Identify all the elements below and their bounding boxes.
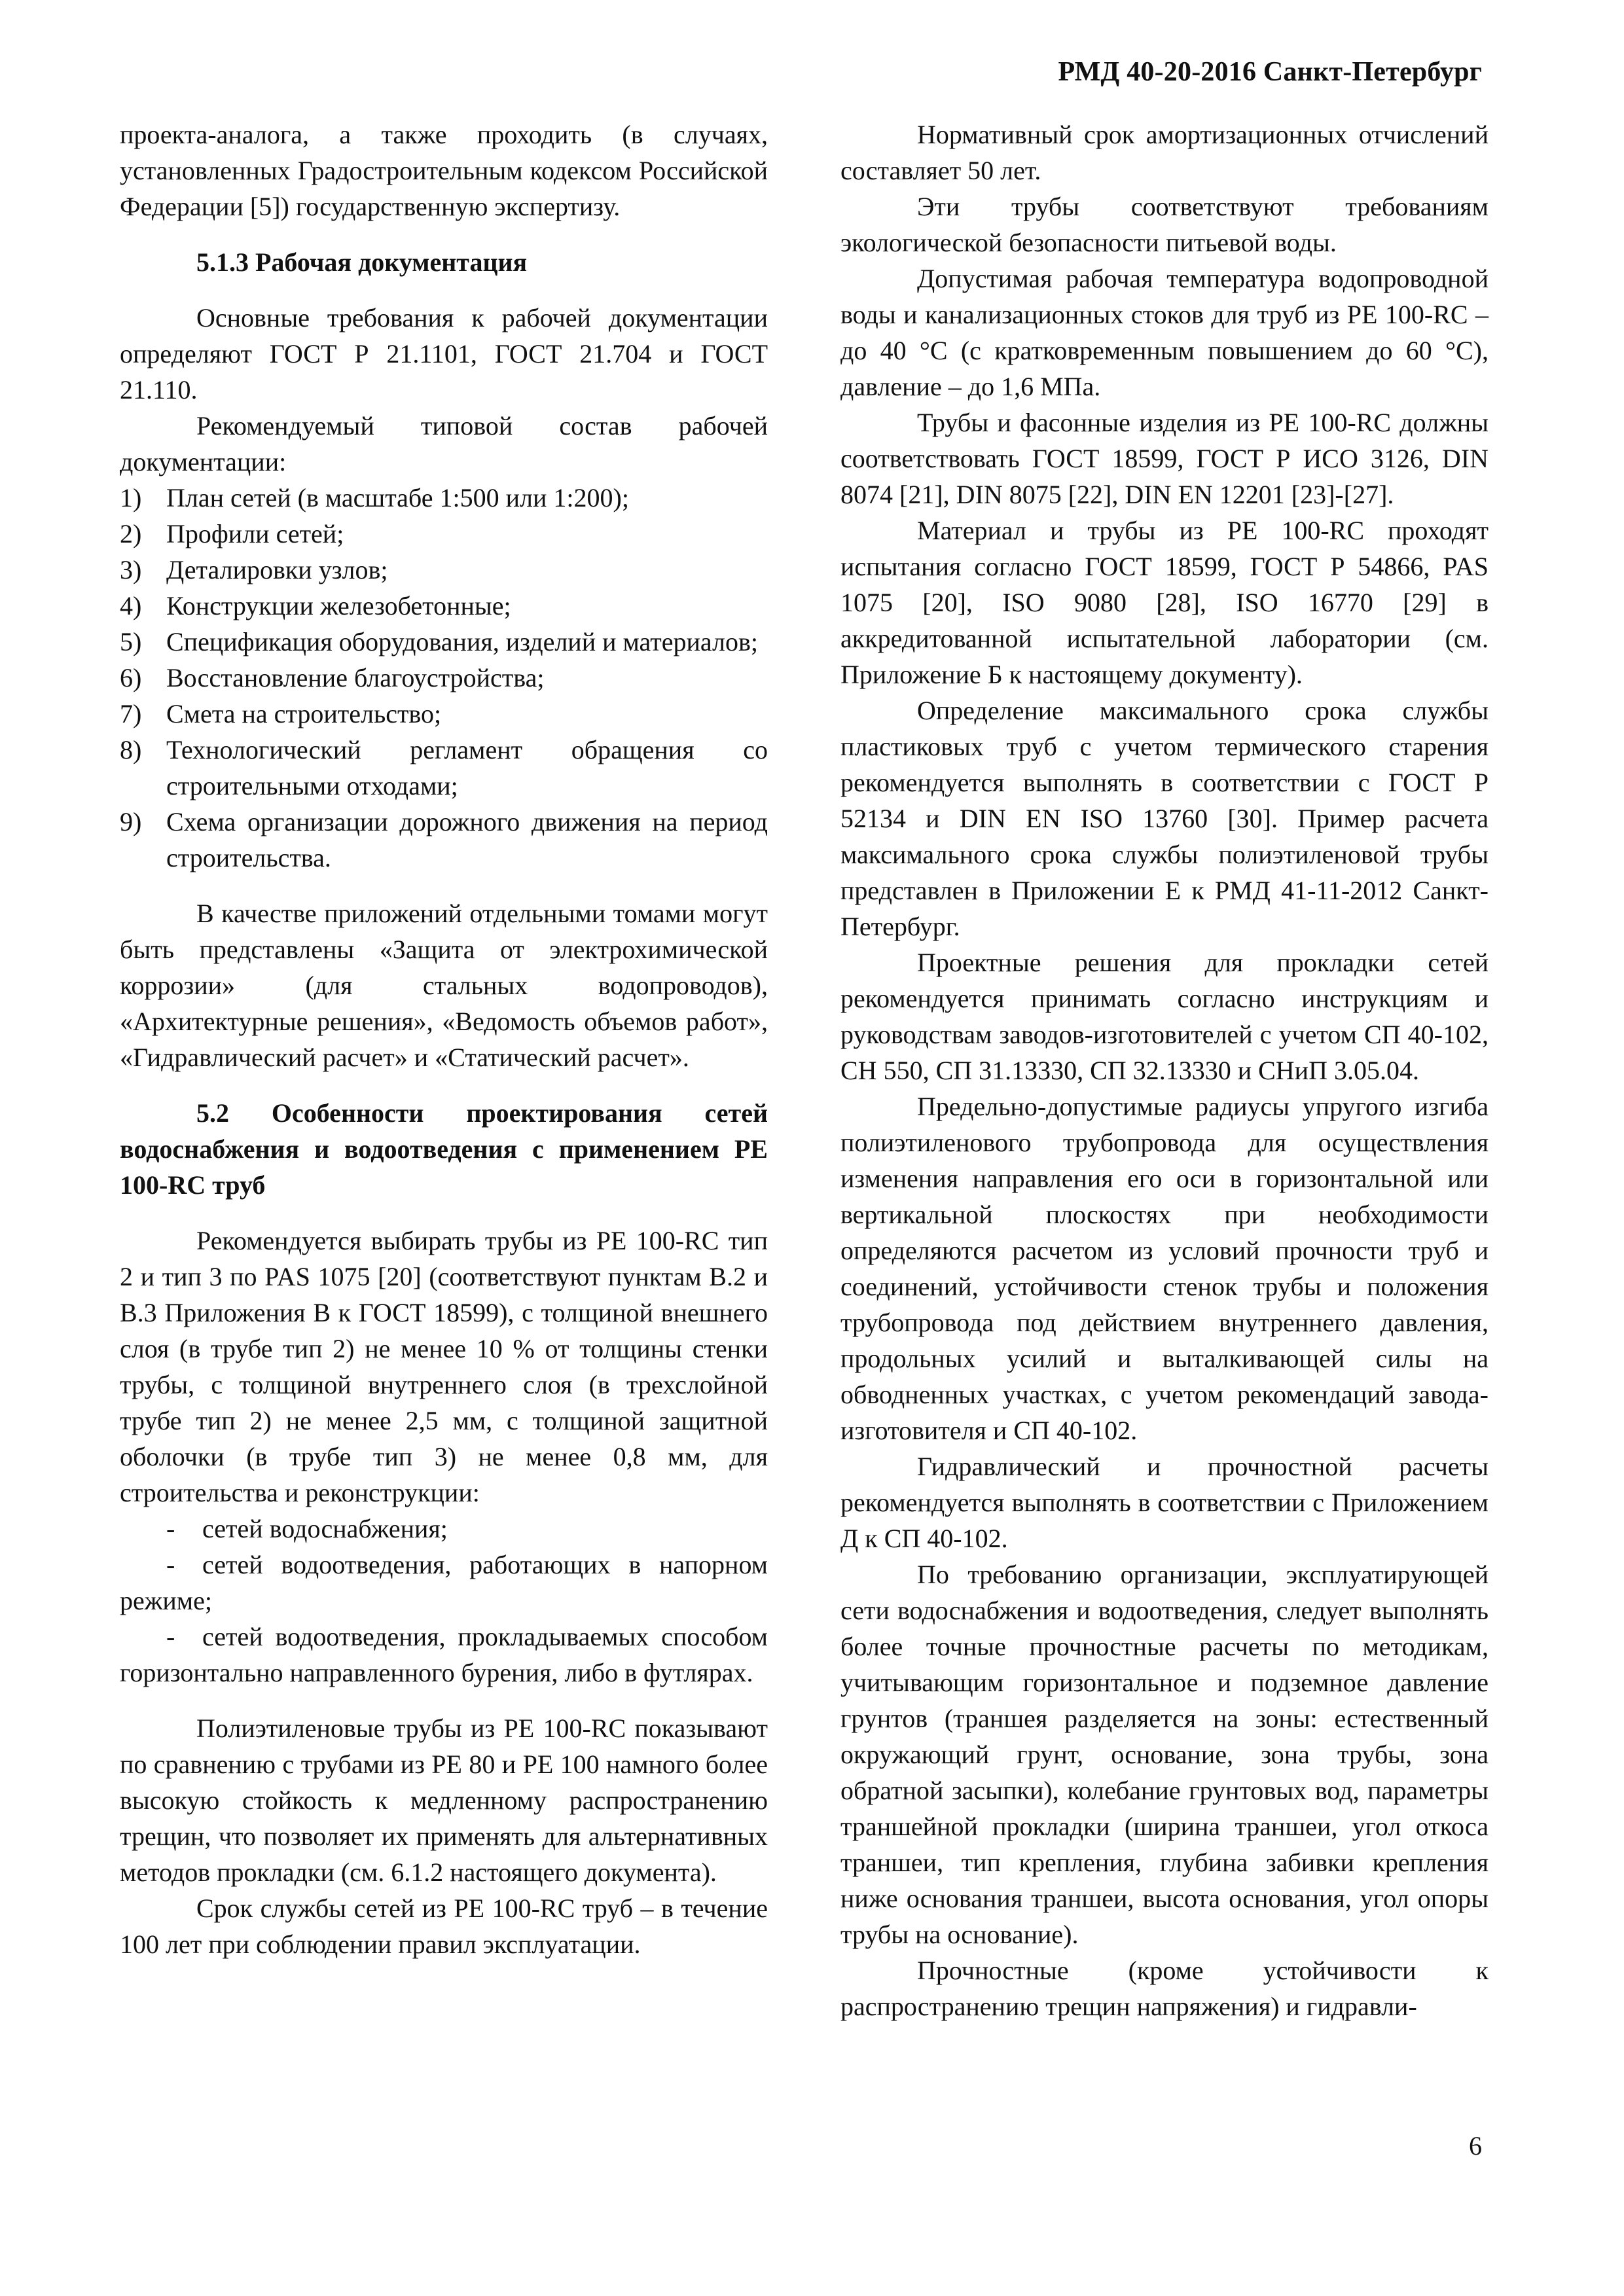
- paragraph-radiusy-izgiba: Предельно-допустимые радиусы упругого изгиба полиэтиленового трубопровода для осуществления изменения направления его оси в горизонтальной или вертикальной плоскостях при необходимости определяются расчетом из условий прочности труб и соединений, устойчивости стенок трубы и положения трубопровода под действием внутреннего давления, продольных усилий и выталкивающей силы на обводненных участках, с учетом рекомендаций завода-изготовителя и СП 40-102.: [840, 1092, 1489, 1445]
- paragraph-fasonnye-izdeliya: Трубы и фасонные изделия из PE 100-RC должны соответствовать ГОСТ 18599, ГОСТ Р ИСО 3126, DIN 8074 [21], DIN 8075 [22], DIN EN 12201 [23]-[27].: [840, 408, 1489, 509]
- list-item: 8) Технологический регламент обращения со строительными отходами;: [120, 735, 768, 800]
- paragraph-normativnyy-srok: Нормативный срок амортизационных отчислений составляет 50 лет.: [840, 120, 1489, 185]
- list-item: 3) Деталировки узлов;: [120, 555, 388, 584]
- network-types-list: [120, 1511, 768, 1691]
- paragraph-gidravlicheskiy-raschet: Гидравлический и прочностной расчеты рекомендуется выполнять в соответствии с Приложением Д к СП 40-102.: [840, 1452, 1489, 1553]
- list-item: - сетей водоотведения, прокладываемых способом горизонтально направленного бурения, либо в футлярах.: [120, 1622, 768, 1687]
- paragraph-prochnostnye: Прочностные (кроме устойчивости к распространению трещин напряжения) и гидравли-: [840, 1956, 1489, 2021]
- heading-5-1-3: 5.1.3 Рабочая документация: [196, 247, 528, 277]
- list-item: 6) Восстановление благоустройства;: [120, 663, 545, 692]
- paragraph-tipovoy-sostav: Рекомендуемый типовой состав рабочей документации:: [120, 411, 768, 476]
- paragraph-polietilenovye: Полиэтиленовые трубы из PE 100-RC показывают по сравнению с трубами из PE 80 и PE 100 намного более высокую стойкость к медленному распространению трещин, что позволяет их применять для альтернативных методов прокладки (см. 6.1.2 настоящего документа).: [120, 1713, 768, 1887]
- paragraph-temperatura: Допустимая рабочая температура водопроводной воды и канализационных стоков для труб из PE 100-RC – до 40 °С (с кратковременным повышением до 60 °С), давление – до 1,6 МПа.: [840, 264, 1489, 401]
- list-item: - сетей водоснабжения;: [166, 1514, 448, 1543]
- list-item: 5) Спецификация оборудования, изделий и материалов;: [120, 627, 758, 656]
- right-column: [840, 117, 1489, 2024]
- paragraph-srok-sluzhby: Срок службы сетей из PE 100-RC труб – в течение 100 лет при соблюдении правил эксплуатации.: [120, 1893, 768, 1959]
- page-number: 6: [1469, 2131, 1482, 2161]
- paragraph-ekologiya: Эти трубы соответствуют требованиям экологической безопасности питьевой воды.: [840, 192, 1489, 257]
- paragraph-prilozheniya: В качестве приложений отдельными томами могут быть представлены «Защита от электрохимической коррозии» (для стальных водопроводов), «Архитектурные решения», «Ведомость объемов работ», «Гидравлический расчет» и «Статический расчет».: [120, 899, 768, 1072]
- paragraph-opredelenie-sroka: Определение максимального срока службы пластиковых труб с учетом термического старения рекомендуется выполнять в соответствии с ГОСТ Р 52134 и DIN EN ISO 13760 [30]. Пример расчета максимального срока службы полиэтиленовой трубы представлен в Приложении Е к РМД 41-11-2012 Санкт-Петербург.: [840, 696, 1489, 941]
- heading-5-2: 5.2 Особенности проектирования сетей водоснабжения и водоотведения с применением PE 100-RC труб: [120, 1098, 768, 1200]
- paragraph-proektnye-resheniya: Проектные решения для прокладки сетей рекомендуется принимать согласно инструкциям и руководствам заводов-изготовителей с учетом СП 40-102, СН 550, СП 31.13330, СП 32.13330 и СНиП 3.05.04.: [840, 948, 1489, 1085]
- list-item: 1) План сетей (в масштабе 1:500 или 1:200);: [120, 483, 629, 512]
- paragraph-osnovnye-trebovaniya: Основные требования к рабочей документации определяют ГОСТ Р 21.1101, ГОСТ 21.704 и ГОСТ 21.110.: [120, 303, 768, 404]
- list-item: 2) Профили сетей;: [120, 519, 344, 548]
- documentation-list: [120, 480, 768, 876]
- paragraph-vybirat-truby: Рекомендуется выбирать трубы из PE 100-RC тип 2 и тип 3 по PAS 1075 [20] (соответствуют пунктам В.2 и В.3 Приложения В к ГОСТ 18599), с толщиной внешнего слоя (в трубе тип 2) не менее 10 % от толщины стенки трубы, с толщиной внутреннего слоя (в трехслойной трубе тип 2) не менее 2,5 мм, с толщиной защитной оболочки (в трубе тип 3) не менее 0,8 мм, для строительства и реконструкции:: [120, 1226, 768, 1507]
- left-column: [120, 117, 768, 1962]
- list-item: 7) Смета на строительство;: [120, 699, 442, 728]
- list-item: - сетей водоотведения, работающих в напорном режиме;: [120, 1550, 768, 1615]
- list-item: 4) Конструкции железобетонные;: [120, 591, 511, 620]
- paragraph-ispytaniya: Материал и трубы из PE 100-RC проходят испытания согласно ГОСТ 18599, ГОСТ Р 54866, PAS 1075 [20], ISO 9080 [28], ISO 16770 [29] в аккредитованной испытательной лаборатории (см. Приложение Б к настоящему документу).: [840, 516, 1489, 689]
- paragraph-continued: проекта-аналога, а также проходить (в случаях, установленных Градостроительным кодексом Российской Федерации [5]) государственную экспертизу.: [120, 120, 768, 221]
- list-item: 9) Схема организации дорожного движения на период строительства.: [120, 807, 768, 872]
- document-header: РМД 40-20-2016 Санкт-Петербург: [1058, 57, 1482, 87]
- paragraph-po-trebovaniyu: По требованию организации, эксплуатирующей сети водоснабжения и водоотведения, следует выполнять более точные прочностные расчеты по методикам, учитывающим горизонтальное и подземное давление грунтов (траншея разделяется на зоны: естественный окружающий грунт, основание, зона трубы, зона обратной засыпки), колебание грунтовых вод, параметры траншейной прокладки (ширина траншеи, угол откоса траншеи, тип крепления, глубина забивки крепления ниже основания траншеи, высота основания, угол опоры трубы на основание).: [840, 1560, 1489, 1949]
